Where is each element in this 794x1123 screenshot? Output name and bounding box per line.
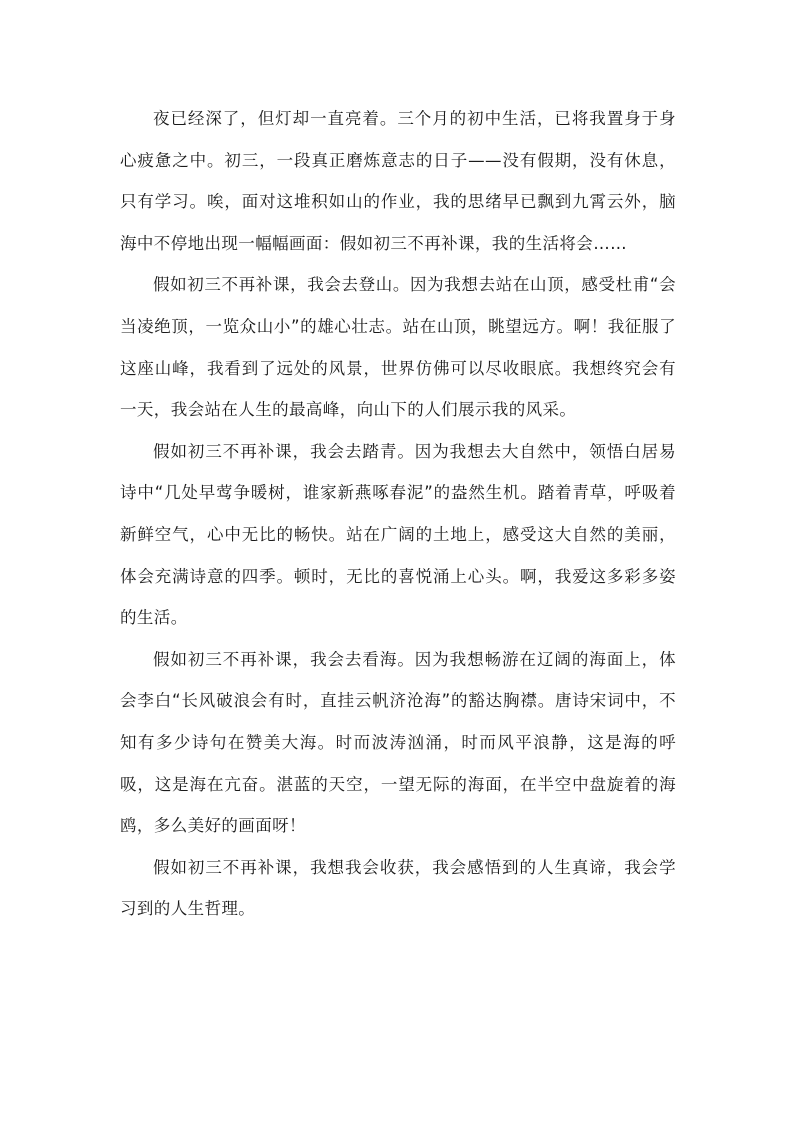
paragraph-4: 假如初三不再补课，我会去看海。因为我想畅游在辽阔的海面上，体会李白“长风破浪会有时，直挂云帆济沧海”的豁达胸襟。唐诗宋词中，不知有多少诗句在赞美大海。时而波涛汹涌，时而风平浪静，这是海的呼吸，这是海在亢奋。湛蓝的天空，一望无际的海面，在半空中盘旋着的海鸥，多么美好的画面呀！ <box>120 649 676 836</box>
paragraph-2: 假如初三不再补课，我会去登山。因为我想去站在山顶，感受杜甫“会当凌绝顶，一览众山小”的雄心壮志。站在山顶，眺望远方。啊！我征服了这座山峰，我看到了远处的风景，世界仿佛可以尽收眼底。我想终究会有一天，我会站在人生的最高峰，向山下的人们展示我的风采。 <box>120 275 676 420</box>
essay-body <box>120 98 676 930</box>
paragraph-5: 假如初三不再补课，我想我会收获，我会感悟到的人生真谛，我会学习到的人生哲理。 <box>120 857 676 919</box>
paragraph-3: 假如初三不再补课，我会去踏青。因为我想去大自然中，领悟白居易诗中“几处早莺争暖树，谁家新燕啄春泥”的盎然生机。踏着青草，呼吸着新鲜空气，心中无比的畅快。站在广阔的土地上，感受这大自然的美丽，体会充满诗意的四季。顿时，无比的喜悦涌上心头。啊，我爱这多彩多姿的生活。 <box>120 441 676 628</box>
paragraph-1: 夜已经深了，但灯却一直亮着。三个月的初中生活，已将我置身于身心疲惫之中。初三，一段真正磨炼意志的日子——没有假期，没有休息，只有学习。唉，面对这堆积如山的作业，我的思绪早已飘到九霄云外，脑海中不停地出现一幅幅画面：假如初三不再补课，我的生活将会…… <box>120 109 676 253</box>
